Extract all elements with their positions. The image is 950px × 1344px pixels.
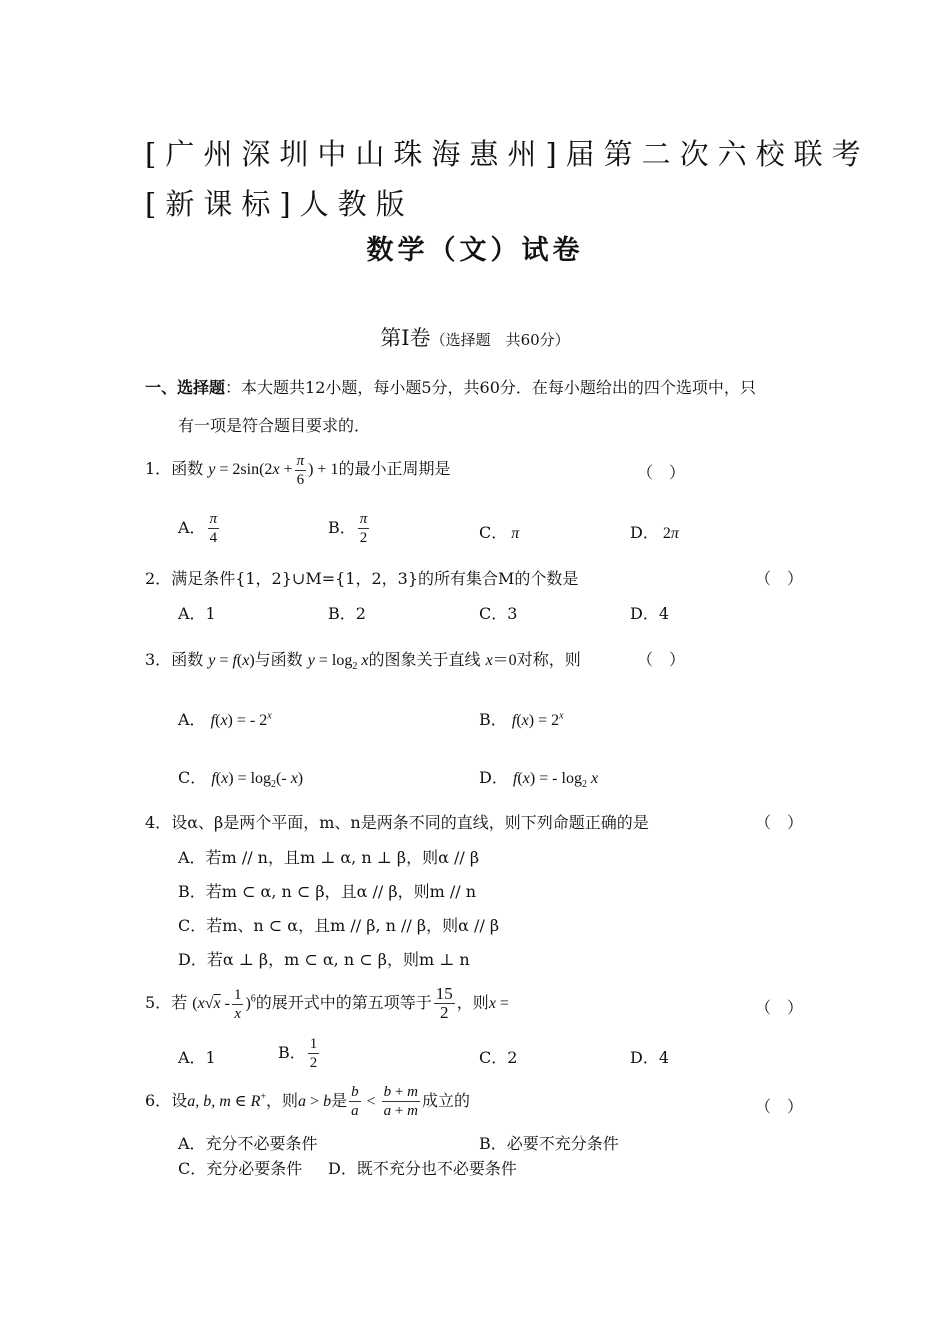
q2-option-d[interactable]: D．4 [630, 604, 670, 623]
q3-option-b-label: B． [479, 710, 507, 729]
q1-option-d-value: 2π [662, 525, 679, 542]
q6-number: 6． [145, 1091, 172, 1110]
q6-option-c[interactable]: C．充分必要条件 [178, 1159, 303, 1178]
q2-option-a[interactable]: A．1 [178, 604, 216, 623]
q2-stem: 满足条件{1，2}∪M={1，2，3}的所有集合M的个数是 [171, 569, 579, 588]
q1-number: 1． [145, 459, 172, 479]
q3-option-c[interactable] [178, 765, 303, 790]
section-text-1: ：本大题共12小题，每小题5分，共60分．在每小题给出的四个选项中，只 [225, 378, 756, 397]
q6-option-a[interactable]: A．充分不必要条件 [178, 1134, 318, 1153]
q1-option-c[interactable] [479, 520, 519, 543]
q6-rel: a > b [298, 1093, 332, 1110]
q1-option-b[interactable] [328, 510, 371, 547]
part-note: （选择题 共60分） [430, 331, 570, 349]
q5-option-b-label: B． [278, 1043, 306, 1062]
q6-stem-pre: 设 [171, 1091, 188, 1110]
q1-formula: y = 2sin(2x + $\frac{\pi}{6}$ ) + 1 [208, 453, 339, 488]
q4-option-c[interactable]: C．若m、n ⊂ α，且m // β, n // β，则α // β [178, 916, 500, 935]
q1-option-b-label: B． [328, 518, 356, 537]
q6-answer-slot[interactable]: （ ） [755, 1097, 804, 1116]
q5-stem-mid: 的展开式中的第五项等于 [255, 993, 432, 1012]
q3-option-c-value: $f(x) = \log_2(-$ x) [211, 770, 304, 791]
q3-stem-post: 对称，则 [516, 650, 581, 669]
q3-option-c-label: C． [178, 768, 207, 787]
q3-option-b[interactable] [479, 707, 564, 730]
q3-number: 3． [145, 650, 172, 669]
q6-ineq-right: $\frac{b + m}{a + m}$ [383, 1084, 418, 1119]
q6-stem-mid: ，则 [266, 1091, 299, 1110]
q1-option-b-value: $\frac{\pi}{2}$ [359, 511, 368, 546]
q1-stem-pre: 函数 [171, 459, 204, 479]
question-2 [145, 566, 578, 589]
q4-number: 4． [145, 813, 172, 832]
q3-option-a[interactable] [178, 707, 272, 730]
q1-option-c-label: C． [479, 523, 508, 542]
q6-stem-post: 成立的 [421, 1091, 470, 1110]
q5-option-a[interactable]: A．1 [178, 1048, 216, 1067]
q2-option-b[interactable]: B．2 [328, 604, 366, 623]
section-intro [145, 375, 756, 398]
section-head: 一、选择题 [145, 378, 226, 397]
q3-f1: y = f(x) [208, 652, 255, 669]
q4-option-d[interactable]: D．若α ⊥ β，m ⊂ α, n ⊂ β，则m ⊥ n [178, 950, 470, 969]
q3-option-b-value: $f(x) = 2^x$ [511, 710, 564, 729]
q1-stem-post: 的最小正周期是 [338, 459, 451, 479]
q6-option-b[interactable]: B．必要不充分条件 [479, 1134, 619, 1153]
q5-stem-pre: 若 [171, 993, 188, 1012]
q5-number: 5． [145, 993, 172, 1012]
q3-option-d-value: f(x) = - $\log_2 x$ [512, 770, 599, 791]
q6-option-d[interactable]: D．既不充分也不必要条件 [328, 1159, 517, 1178]
header-line-1: [广州深圳中山珠海惠州]届第二次六校联考 [145, 137, 870, 171]
section-text-2: 有一项是符合题目要求的． [178, 416, 371, 435]
header-line-2: [新课标]人教版 [145, 187, 414, 221]
question-3 [145, 647, 581, 672]
q6-cond: a, b, m ∈ R+ [187, 1091, 267, 1110]
q5-option-b[interactable] [278, 1035, 321, 1072]
q2-number: 2． [145, 569, 172, 588]
question-5 [145, 985, 509, 1023]
q1-option-a-label: A． [178, 518, 206, 537]
q3-stem-mid: 与函数 [254, 650, 303, 669]
q5-option-d[interactable]: D．4 [630, 1048, 670, 1067]
q3-answer-slot[interactable]: （ ） [637, 650, 686, 669]
q2-option-c[interactable]: C．3 [479, 604, 518, 623]
q5-option-b-value: $\frac{1}{2}$ [309, 1036, 318, 1071]
q3-option-a-label: A． [178, 710, 206, 729]
q6-ineq-left: $\frac{b}{a}$ [351, 1084, 359, 1119]
q5-option-c[interactable]: C．2 [479, 1048, 518, 1067]
part-heading [0, 322, 950, 352]
q3-option-d-label: D． [479, 768, 508, 787]
q5-value: $\frac{15}{2}$ [435, 984, 453, 1022]
q4-option-b[interactable]: B．若m ⊂ α, n ⊂ β，且α // β，则m // n [178, 882, 477, 901]
q3-f3: x＝0 [485, 652, 517, 669]
q1-option-c-value: π [507, 525, 520, 542]
q4-answer-slot[interactable]: （ ） [755, 813, 804, 832]
q4-stem: 设α、β是两个平面，m、n是两条不同的直线，则下列命题正确的是 [171, 813, 649, 832]
page-title: 数学（文）试卷 [366, 235, 584, 266]
q3-stem-pre: 函数 [171, 650, 204, 669]
question-1 [145, 452, 450, 489]
q1-option-d[interactable] [630, 520, 679, 543]
part-label: 第Ⅰ卷 [380, 326, 431, 350]
q6-stem-mid2: 是 [331, 1091, 348, 1110]
question-6: 6．设a, b, m ∈ R+，则a > b是 $\frac{b}{a}$ < $\frac{b + m}{a + m}$ 成立的 [145, 1084, 470, 1119]
q4-option-a[interactable]: A．若m // n，且m ⊥ α, n ⊥ β，则α // β [178, 848, 480, 867]
q5-answer-slot[interactable]: （ ） [755, 998, 804, 1017]
q3-option-a-value: f(x) = - 2$^x$ [210, 710, 272, 729]
q2-answer-slot[interactable]: （ ） [755, 569, 804, 588]
q3-option-d[interactable] [479, 765, 598, 790]
q3-f2: $y = \log_2 x$ [307, 652, 369, 673]
q5-formula: (x√x - $\frac{1}{x}$ )$^6$ [192, 986, 256, 1022]
q5-var: x = [488, 995, 509, 1012]
question-4 [145, 810, 649, 833]
q3-stem-mid2: 的图象关于直线 [368, 650, 481, 669]
q1-option-d-label: D． [630, 523, 659, 542]
q1-answer-slot[interactable]: （ ） [637, 463, 686, 482]
q1-option-a[interactable] [178, 510, 221, 547]
q1-option-a-value: $\frac{\pi}{4}$ [209, 511, 218, 546]
q5-stem-post: ，则 [456, 993, 489, 1012]
